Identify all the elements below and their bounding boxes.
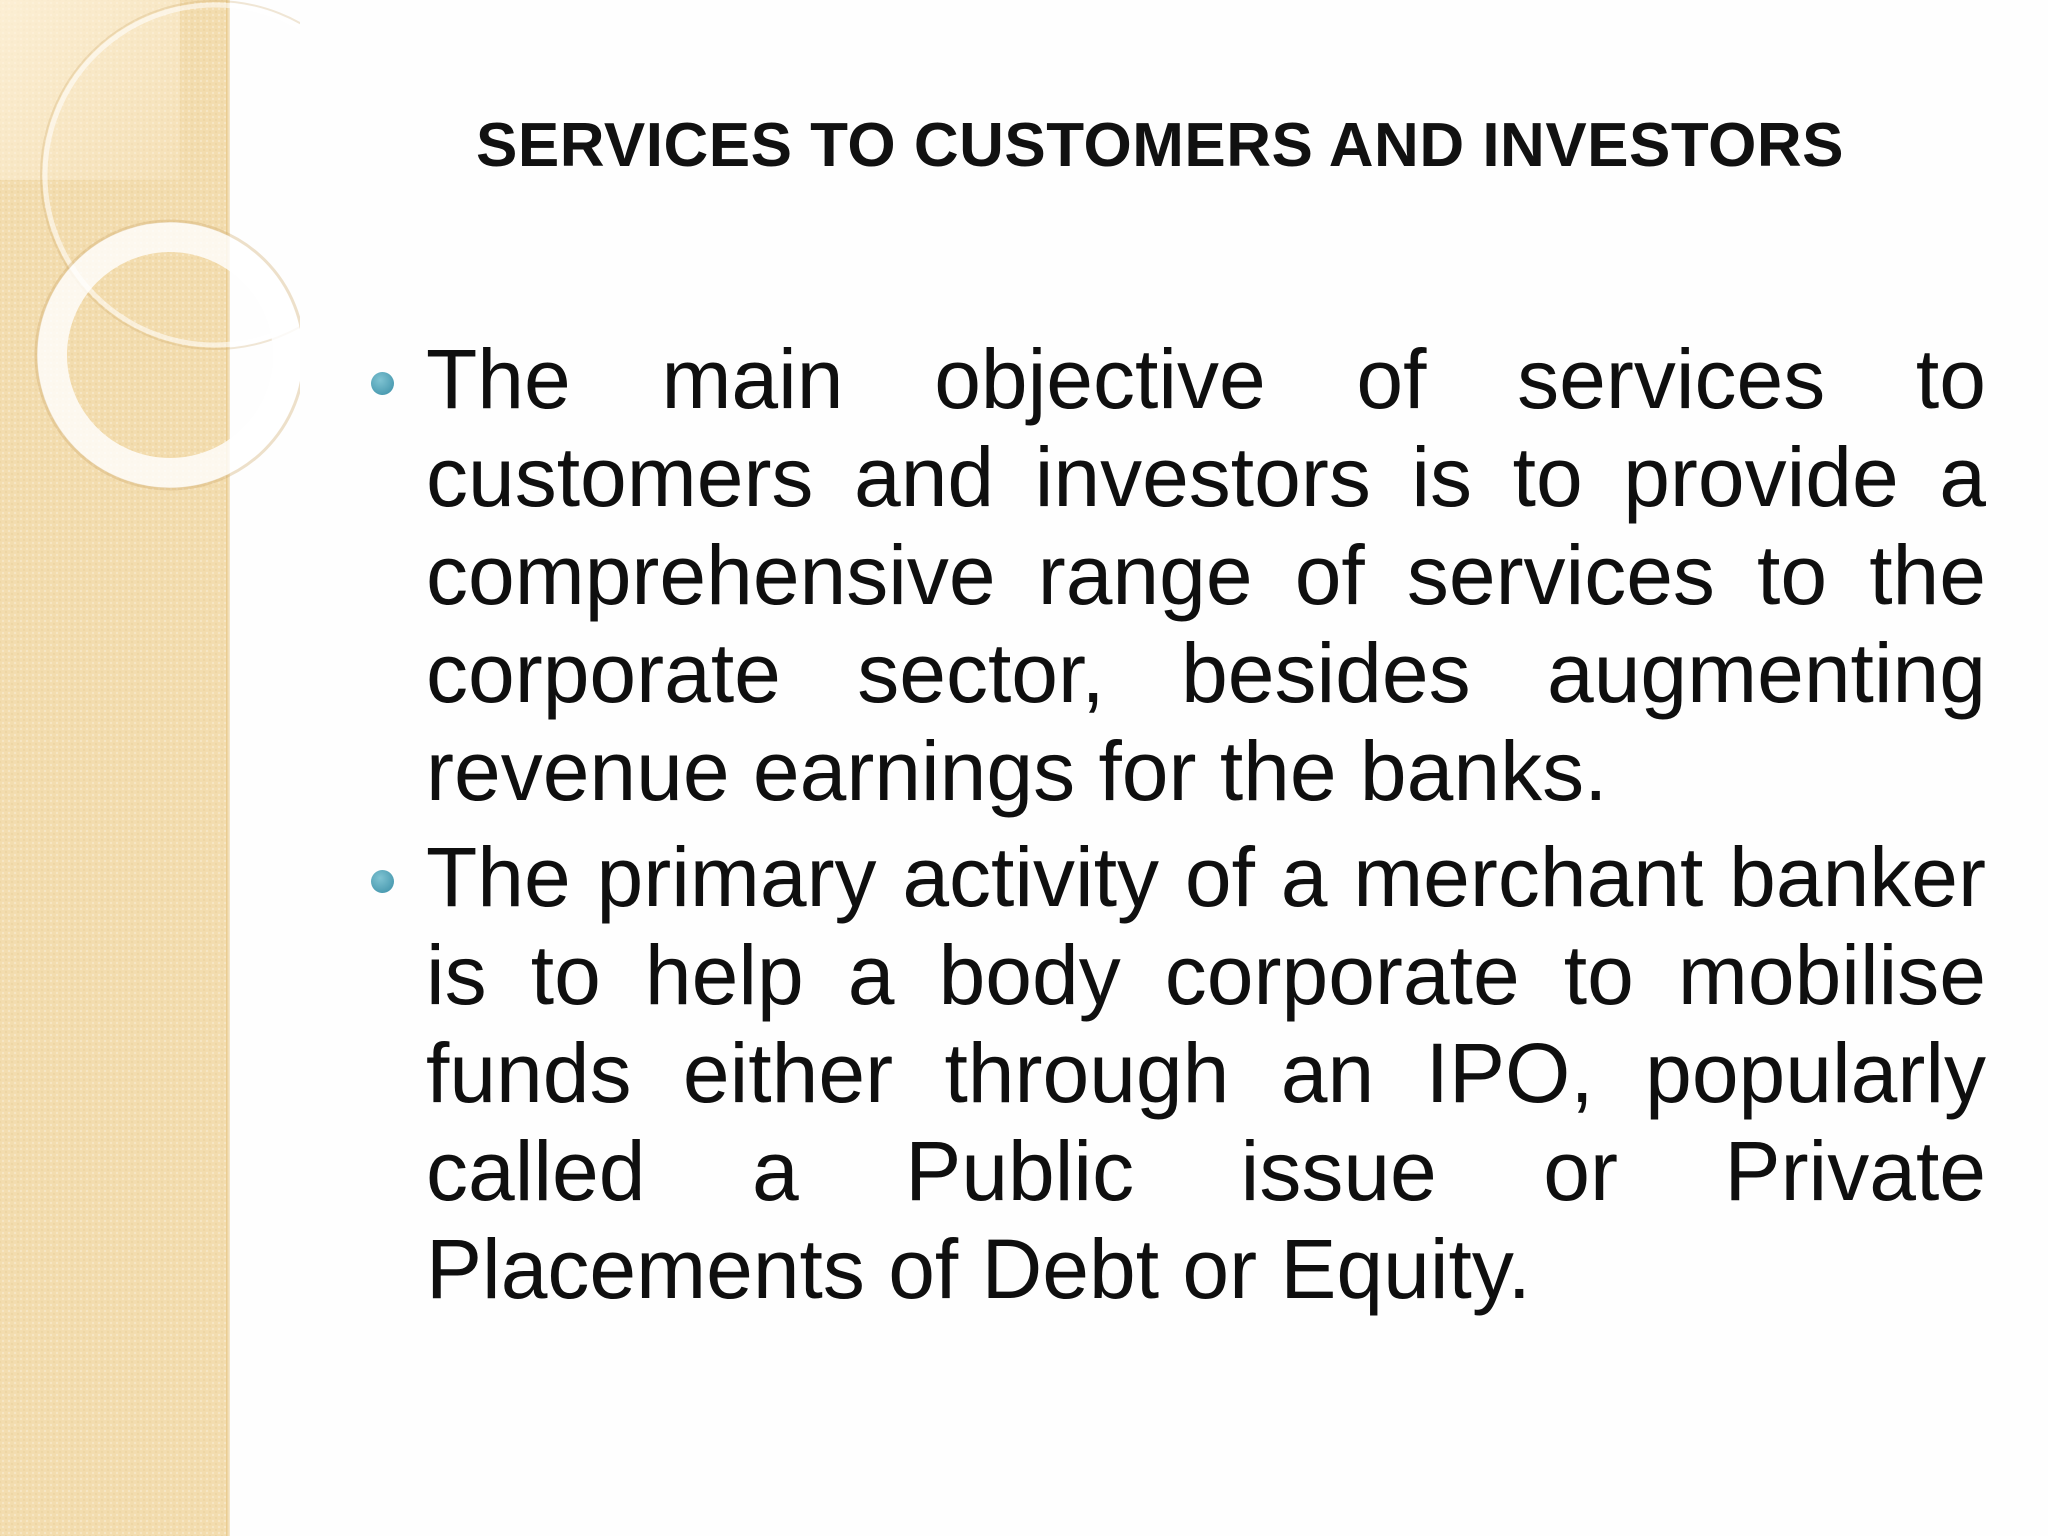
bullet-list <box>356 330 1986 1326</box>
bullet-item <box>356 330 1986 820</box>
slide-title: SERVICES TO CUSTOMERS AND INVESTORS <box>476 111 1844 180</box>
decorative-rings-icon <box>0 0 300 520</box>
teal-circle-bullet-icon <box>371 372 394 395</box>
bullet-text: The main objective of services to customers and investors is to provide a comprehensive range of services to the corporate sector, besides augmenting revenue earnings for the banks. <box>426 332 1986 818</box>
teal-circle-bullet-icon <box>371 870 394 893</box>
bullet-item <box>356 828 1986 1318</box>
bullet-text: The primary activity of a merchant banker is to help a body corporate to mobilise funds either through an IPO, popularly called a Public issue or Private Placements of Debt or Equity. <box>426 830 1986 1316</box>
